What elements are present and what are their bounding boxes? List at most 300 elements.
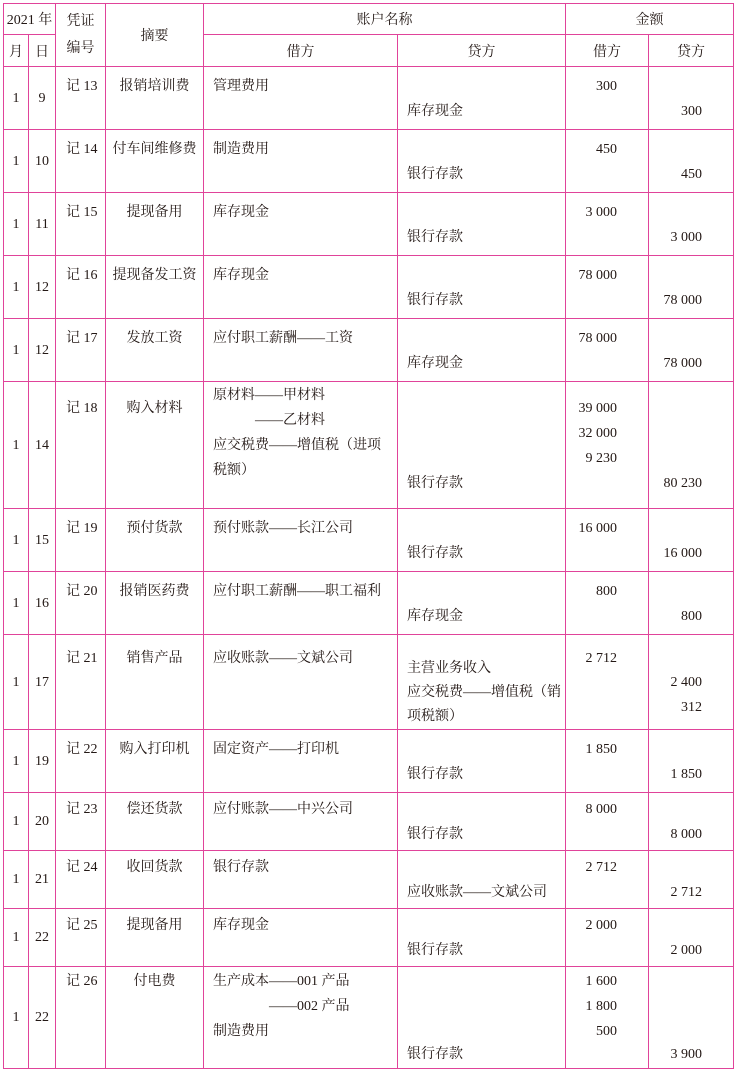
entry-month-cell [4,967,29,1069]
debit-amount-cell [566,793,649,851]
header-account-credit: 贷方 [398,35,566,67]
entry-voucher: 记 18 [66,401,98,416]
entry-day: 12 [35,342,49,358]
entry-day: 9 [38,90,46,106]
header-amount-credit: 贷方 [649,35,734,67]
entry-day: 22 [35,930,49,945]
entry-summary-stack [106,635,203,671]
journal-table [3,3,734,1069]
entry-voucher-stack [56,509,105,541]
credit-account-stack [398,319,565,376]
debit-account: 库存现金 [213,205,269,220]
entry-voucher-cell [56,730,106,793]
entry-summary-stack [106,909,203,938]
credit-amount-cell [649,319,734,382]
debit-amount-stack [566,909,648,938]
debit-account-stack [204,635,397,671]
credit-account-stack [398,635,565,729]
debit-amount-cell [566,909,649,967]
entry-voucher-stack [56,572,105,604]
header-account-debit: 借方 [204,35,398,67]
credit-amount: 2 000 [670,943,702,958]
debit-amount-cell [566,635,649,730]
entry-day-cell [29,256,56,319]
entry-month-cell [4,256,29,319]
entry-month-cell [4,793,29,851]
credit-account-stack [398,67,565,124]
entry-month-cell [4,193,29,256]
debit-amount-cell [566,193,649,256]
debit-amount: 2 712 [585,651,617,666]
entry-summary-stack [106,793,203,822]
journal-row [4,509,734,572]
credit-account-cell [398,793,566,851]
debit-account-stack [204,130,397,162]
debit-amount: 300 [596,79,617,94]
entry-voucher: 记 25 [66,918,98,933]
entry-day-cell [29,193,56,256]
entry-summary-stack [106,382,203,421]
entry-summary-stack [106,67,203,99]
debit-account: 应付职工薪酬——工资 [213,331,353,346]
credit-account: 银行存款 [407,546,463,561]
debit-account-stack [204,509,397,541]
debit-amount: 1 850 [585,742,617,757]
credit-account: 银行存款 [407,230,463,245]
entry-day: 14 [35,437,49,453]
credit-account-stack [398,851,565,905]
debit-amount: 800 [596,584,617,599]
credit-amount: 800 [681,609,702,624]
header-voucher-no [56,4,106,67]
credit-account: 项税额） [407,709,463,724]
debit-account-stack [204,793,397,822]
entry-summary-cell [106,256,204,319]
credit-amount-cell [649,256,734,319]
debit-account: ——乙材料 [255,413,325,428]
entry-month-cell [4,382,29,509]
debit-account: 银行存款 [213,860,269,875]
debit-amount-stack [566,967,648,1044]
entry-voucher-cell [56,67,106,130]
debit-account: 应收账款——文斌公司 [213,651,353,666]
debit-amount-cell [566,382,649,509]
credit-amount-stack [649,635,733,720]
debit-amount-cell [566,130,649,193]
entry-summary-cell [106,967,204,1069]
debit-account-cell [204,793,398,851]
credit-amount-stack [649,730,733,787]
entry-voucher: 记 21 [66,651,98,666]
entry-month-cell [4,67,29,130]
credit-amount-stack [649,382,733,496]
journal-row [4,382,734,509]
debit-account: 预付账款——长江公司 [213,521,353,536]
entry-voucher-stack [56,909,105,938]
entry-day-cell [29,730,56,793]
credit-amount-stack [649,909,733,963]
entry-month-cell [4,851,29,909]
credit-account-cell [398,572,566,635]
entry-voucher: 记 20 [66,584,98,599]
debit-amount-stack [566,382,648,471]
entry-summary: 付车间维修费 [112,142,197,157]
entry-voucher-cell [56,256,106,319]
debit-amount: 1 800 [585,999,617,1014]
debit-amount-cell [566,967,649,1069]
header-day: 日 [29,35,56,67]
entry-day-cell [29,909,56,967]
entry-voucher-cell [56,572,106,635]
credit-amount-stack [649,572,733,629]
credit-account-cell [398,967,566,1069]
entry-month-cell [4,319,29,382]
debit-amount-stack [566,730,648,762]
credit-account-cell [398,909,566,967]
entry-day: 20 [35,814,49,829]
credit-account-stack [398,193,565,250]
entry-voucher-stack [56,67,105,99]
entry-month: 1 [12,342,20,358]
debit-account: ——002 产品 [269,999,350,1014]
entry-voucher: 记 24 [66,860,98,875]
entry-day-cell [29,635,56,730]
entry-summary-stack [106,851,203,880]
entry-month-cell [4,909,29,967]
credit-account-cell [398,193,566,256]
debit-amount-cell [566,509,649,572]
entry-summary-cell [106,572,204,635]
header-summary: 摘要 [106,4,204,67]
credit-account-stack [398,256,565,313]
entry-voucher-stack [56,130,105,162]
credit-amount: 80 230 [663,476,702,491]
credit-account: 库存现金 [407,104,463,119]
journal-row [4,793,734,851]
entry-voucher-stack [56,793,105,822]
debit-account-cell [204,193,398,256]
credit-account-stack [398,909,565,963]
entry-voucher-cell [56,793,106,851]
debit-amount-stack [566,193,648,225]
credit-amount: 8 000 [670,827,702,842]
credit-amount-cell [649,967,734,1069]
debit-account-cell [204,967,398,1069]
debit-amount-stack [566,319,648,351]
debit-amount: 2 000 [585,918,617,933]
debit-account-stack [204,851,397,880]
debit-amount: 16 000 [578,521,617,536]
entry-summary: 提现备用 [126,205,183,220]
debit-amount-cell [566,572,649,635]
entry-summary-cell [106,130,204,193]
entry-voucher-stack [56,256,105,288]
entry-day: 11 [35,216,49,232]
credit-amount-stack [649,256,733,313]
entry-month: 1 [12,930,20,945]
credit-amount: 78 000 [663,356,702,371]
debit-amount: 2 712 [585,860,617,875]
credit-account-cell [398,67,566,130]
credit-account-cell [398,382,566,509]
entry-month-cell [4,509,29,572]
credit-amount: 16 000 [663,546,702,561]
credit-amount-stack [649,509,733,566]
credit-account-stack [398,793,565,847]
entry-voucher-stack [56,635,105,671]
credit-account: 银行存款 [407,476,463,491]
debit-account-cell [204,851,398,909]
entry-voucher-cell [56,319,106,382]
entry-summary: 销售产品 [126,651,183,666]
credit-amount-stack [649,967,733,1067]
debit-amount: 8 000 [585,802,617,817]
credit-account-stack [398,730,565,787]
credit-account-cell [398,256,566,319]
debit-account-stack [204,909,397,938]
credit-amount-cell [649,130,734,193]
entry-summary: 预付货款 [126,521,183,536]
entry-month-cell [4,130,29,193]
entry-month: 1 [12,90,20,106]
entry-voucher-cell [56,967,106,1069]
entry-day-cell [29,793,56,851]
entry-summary: 购入打印机 [119,742,190,757]
entry-summary-stack [106,319,203,351]
debit-account-cell [204,256,398,319]
credit-amount-cell [649,730,734,793]
entry-summary: 提现备发工资 [112,268,197,283]
debit-account-stack [204,193,397,225]
entry-day: 22 [35,1010,49,1025]
entry-day-cell [29,319,56,382]
debit-amount: 1 600 [585,974,617,989]
entry-voucher: 记 14 [66,142,98,157]
credit-account-cell [398,730,566,793]
entry-month: 1 [12,595,20,611]
debit-amount-cell [566,256,649,319]
debit-account: 生产成本——001 产品 [213,974,350,989]
entry-summary-cell [106,509,204,572]
journal-row [4,319,734,382]
credit-amount: 2 712 [670,885,702,900]
entry-voucher: 记 13 [66,79,98,94]
credit-amount-stack [649,130,733,187]
credit-account: 库存现金 [407,609,463,624]
entry-summary: 报销医药费 [119,584,190,599]
debit-amount: 39 000 [578,401,617,416]
debit-amount: 32 000 [578,426,617,441]
entry-month-cell [4,730,29,793]
entry-day-cell [29,572,56,635]
credit-account: 银行存款 [407,767,463,782]
entry-voucher-stack [56,967,105,994]
debit-amount-stack [566,256,648,288]
credit-amount-cell [649,193,734,256]
entry-summary-cell [106,730,204,793]
debit-account: 制造费用 [213,1024,269,1039]
entry-voucher: 记 23 [66,802,98,817]
entry-voucher-stack [56,319,105,351]
entry-summary-stack [106,967,203,994]
debit-account-cell [204,319,398,382]
entry-day-cell [29,967,56,1069]
entry-summary-stack [106,509,203,541]
journal-row [4,730,734,793]
header-voucher-no-line1: 凭证 [66,14,95,29]
debit-amount-cell [566,851,649,909]
credit-account-cell [398,319,566,382]
debit-account-cell [204,509,398,572]
entry-voucher: 记 15 [66,205,98,220]
credit-amount: 78 000 [663,293,702,308]
debit-amount-stack [566,793,648,822]
entry-summary-cell [106,67,204,130]
entry-voucher-cell [56,635,106,730]
credit-amount: 312 [681,700,702,715]
debit-account: 库存现金 [213,268,269,283]
entry-summary-cell [106,382,204,509]
journal-row [4,967,734,1069]
credit-amount: 1 850 [670,767,702,782]
debit-amount-stack [566,851,648,880]
entry-day: 10 [35,153,49,169]
debit-amount: 78 000 [578,268,617,283]
entry-summary: 偿还货款 [126,802,183,817]
debit-account: 库存现金 [213,918,269,933]
credit-account: 主营业务收入 [407,661,491,676]
journal-row [4,909,734,967]
credit-amount: 3 900 [670,1047,702,1062]
debit-amount: 9 230 [585,451,617,466]
debit-account: 税额） [213,463,255,478]
entry-month: 1 [12,532,20,548]
entry-summary: 发放工资 [126,331,183,346]
credit-amount-cell [649,793,734,851]
debit-amount-stack [566,67,648,99]
entry-month: 1 [12,279,20,295]
entry-month: 1 [12,872,20,887]
credit-amount: 3 000 [670,230,702,245]
entry-day: 16 [35,595,49,611]
journal-row [4,635,734,730]
credit-account: 银行存款 [407,293,463,308]
debit-amount: 3 000 [585,205,617,220]
entry-month: 1 [12,1010,20,1025]
entry-month-cell [4,572,29,635]
entry-summary-cell [106,793,204,851]
entry-voucher: 记 22 [66,742,98,757]
credit-account-stack [398,967,565,1067]
credit-amount-cell [649,909,734,967]
journal-row [4,67,734,130]
header-amount-debit: 借方 [566,35,649,67]
entry-summary: 报销培训费 [119,79,190,94]
entry-voucher-stack [56,730,105,762]
entry-day: 21 [35,872,49,887]
debit-account: 应付账款——中兴公司 [213,802,353,817]
debit-amount-stack [566,130,648,162]
entry-voucher: 记 17 [66,331,98,346]
credit-amount-cell [649,67,734,130]
credit-amount-stack [649,319,733,376]
credit-account: 应收账款——文斌公司 [407,885,547,900]
entry-voucher-cell [56,851,106,909]
debit-amount-cell [566,319,649,382]
credit-amount-cell [649,635,734,730]
credit-amount-stack [649,193,733,250]
entry-summary-stack [106,730,203,762]
debit-account-cell [204,730,398,793]
credit-amount-stack [649,67,733,124]
entry-summary-cell [106,319,204,382]
credit-amount-cell [649,509,734,572]
entry-voucher: 记 26 [66,974,98,989]
entry-day: 15 [35,532,49,548]
debit-amount: 78 000 [578,331,617,346]
debit-amount-cell [566,67,649,130]
debit-account: 制造费用 [213,142,269,157]
entry-summary-stack [106,572,203,604]
credit-account: 应交税费——增值税（销 [407,685,561,700]
journal-row [4,256,734,319]
debit-account-cell [204,635,398,730]
entry-day: 17 [35,674,49,690]
entry-voucher-cell [56,193,106,256]
debit-account: 应交税费——增值税（进项 [213,438,381,453]
entry-day: 19 [35,753,49,769]
entry-summary-cell [106,193,204,256]
entry-day-cell [29,130,56,193]
journal-row [4,851,734,909]
journal-row [4,193,734,256]
credit-amount-stack [649,851,733,905]
entry-voucher-cell [56,382,106,509]
entry-month: 1 [12,674,20,690]
entry-summary: 付电费 [133,974,176,989]
credit-account: 银行存款 [407,827,463,842]
debit-account-cell [204,382,398,509]
header-voucher-no-line2: 编号 [66,41,95,56]
debit-account-stack [204,572,397,604]
debit-amount-stack [566,635,648,671]
debit-account: 应付职工薪酬——职工福利 [213,584,381,599]
credit-account-cell [398,635,566,730]
debit-account: 固定资产——打印机 [213,742,339,757]
entry-voucher-cell [56,909,106,967]
debit-amount-stack [566,572,648,604]
credit-amount-stack [649,793,733,847]
entry-summary-stack [106,130,203,162]
credit-account: 银行存款 [407,167,463,182]
credit-account-cell [398,851,566,909]
debit-account-cell [204,572,398,635]
entry-month-cell [4,635,29,730]
entry-voucher-cell [56,130,106,193]
credit-account: 银行存款 [407,1047,463,1062]
credit-account: 银行存款 [407,943,463,958]
journal-row [4,572,734,635]
debit-account-stack [204,730,397,762]
credit-amount-cell [649,851,734,909]
entry-summary-cell [106,909,204,967]
credit-amount: 450 [681,167,702,182]
debit-account: 管理费用 [213,79,269,94]
entry-summary-stack [106,256,203,288]
debit-account-cell [204,130,398,193]
credit-account-stack [398,509,565,566]
credit-amount: 300 [681,104,702,119]
